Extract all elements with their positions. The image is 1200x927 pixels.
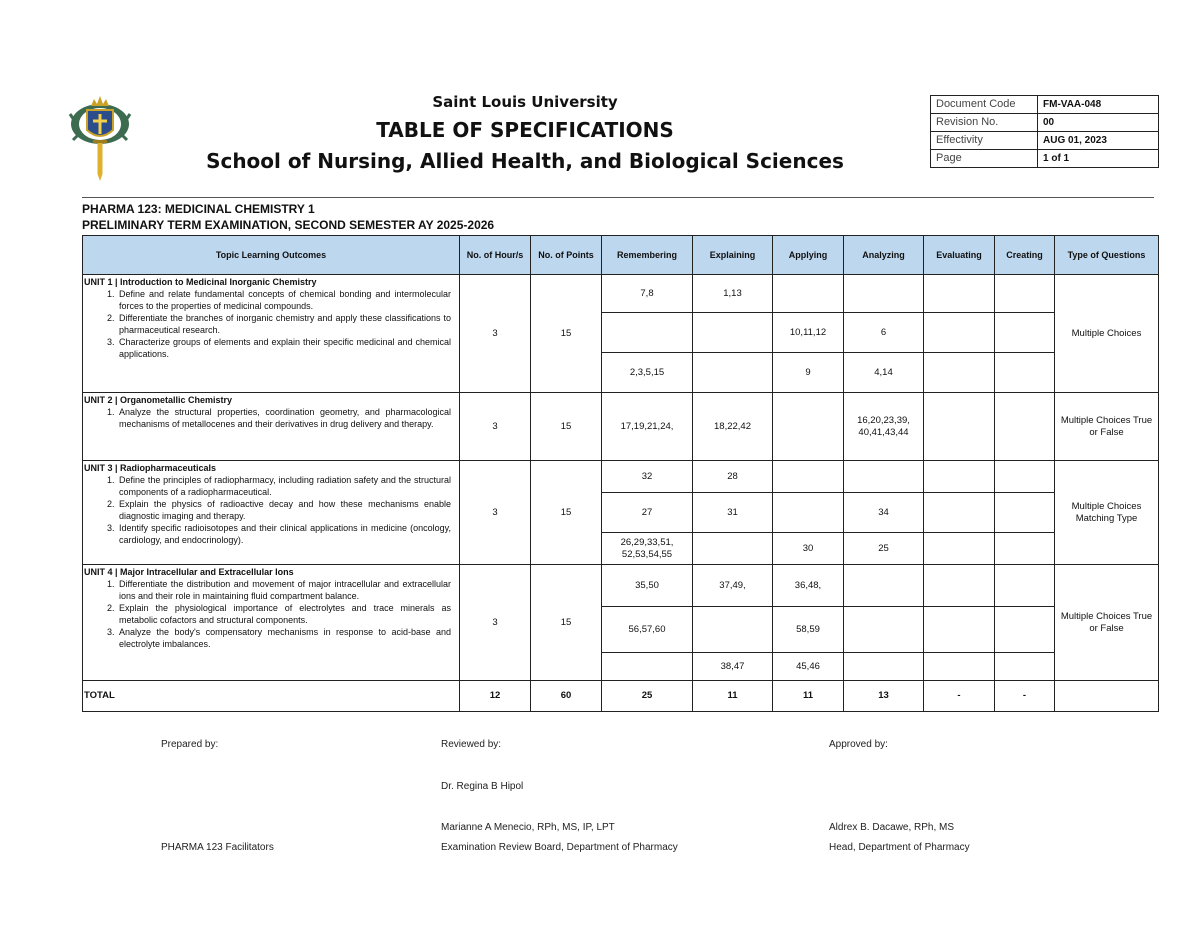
doc-info-row — [931, 150, 1159, 168]
explaining-cell — [693, 353, 773, 393]
doc-info-row — [931, 132, 1159, 150]
university-seal-logo — [68, 90, 132, 182]
total-explaining: 11 — [693, 681, 773, 712]
total-applying: 11 — [773, 681, 844, 712]
unit-title: UNIT 3 | Radiopharmaceuticals — [84, 463, 217, 473]
explaining-cell — [693, 313, 773, 353]
creating-cell — [995, 313, 1055, 353]
analyzing-cell: 4,14 — [844, 353, 924, 393]
question-type-cell: Multiple Choices True or False — [1055, 565, 1159, 681]
remembering-cell — [602, 313, 693, 353]
unit-3-cell — [83, 461, 460, 565]
explaining-cell: 18,22,42 — [693, 393, 773, 461]
explaining-cell — [693, 607, 773, 653]
approver-role: Head, Department of Pharmacy — [829, 842, 970, 853]
total-points: 60 — [531, 681, 602, 712]
reviewer-role: Examination Review Board, Department of Pharmacy — [441, 842, 678, 853]
question-type-cell: Multiple Choices — [1055, 275, 1159, 393]
hours-cell: 3 — [460, 565, 531, 681]
prepared-by-label: Prepared by: — [161, 739, 219, 750]
explaining-cell: 37,49, — [693, 565, 773, 607]
table-row — [83, 275, 1159, 313]
analyzing-cell: 16,20,23,39, 40,41,43,44 — [844, 393, 924, 461]
total-remembering: 25 — [602, 681, 693, 712]
evaluating-cell — [924, 353, 995, 393]
objective-item: 2. Differentiate the branches of inorganic chemistry and apply these classifications to pharmaceutical research. — [117, 312, 451, 336]
analyzing-cell — [844, 275, 924, 313]
objective-item: 1. Analyze the structural properties, coordination geometry, and pharmacological mechanisms of metallocenes and their derivatives in drug delivery and therapy. — [117, 406, 451, 430]
remembering-cell — [602, 653, 693, 681]
objectives-list — [84, 474, 451, 546]
remembering-cell: 32 — [602, 461, 693, 493]
evaluating-cell — [924, 275, 995, 313]
objective-item: 2. Explain the physiological importance of electrolytes and trace minerals as metabolic cofactors and structural components. — [117, 602, 451, 626]
objective-item: 1. Define and relate fundamental concepts of chemical bonding and intermolecular forces to the properties of medicinal compounds. — [117, 288, 451, 312]
applying-cell — [773, 461, 844, 493]
applying-cell: 58,59 — [773, 607, 844, 653]
hours-cell: 3 — [460, 275, 531, 393]
exam-term: PRELIMINARY TERM EXAMINATION, SECOND SEMESTER AY 2025-2026 — [82, 218, 495, 232]
header-question-type: Type of Questions — [1055, 236, 1159, 275]
analyzing-cell — [844, 607, 924, 653]
analyzing-cell: 6 — [844, 313, 924, 353]
explaining-cell — [693, 533, 773, 565]
hours-cell: 3 — [460, 461, 531, 565]
reviewer-name-1: Dr. Regina B Hipol — [441, 781, 524, 792]
evaluating-cell — [924, 313, 995, 353]
header-tlo: Topic Learning Outcomes — [83, 236, 460, 275]
points-cell: 15 — [531, 565, 602, 681]
doc-info-value: AUG 01, 2023 — [1038, 132, 1159, 150]
applying-cell: 36,48, — [773, 565, 844, 607]
points-cell: 15 — [531, 393, 602, 461]
creating-cell — [995, 275, 1055, 313]
seal-crown — [91, 96, 109, 106]
evaluating-cell — [924, 607, 995, 653]
table-row — [83, 461, 1159, 493]
header-evaluating: Evaluating — [924, 236, 995, 275]
remembering-cell: 26,29,33,51, 52,53,54,55 — [602, 533, 693, 565]
seal-shield — [87, 110, 113, 136]
hours-cell: 3 — [460, 393, 531, 461]
unit-title: UNIT 1 | Introduction to Medicinal Inorganic Chemistry — [84, 277, 317, 287]
document-info-table — [930, 95, 1159, 168]
table-row — [83, 565, 1159, 607]
evaluating-cell — [924, 461, 995, 493]
creating-cell — [995, 565, 1055, 607]
objective-item: 3. Identify specific radioisotopes and their clinical applications in medicine (oncology, cardiology, and endocrinology). — [117, 522, 451, 546]
doc-info-label: Revision No. — [931, 114, 1038, 132]
seal-sword — [93, 140, 107, 181]
explaining-cell: 28 — [693, 461, 773, 493]
analyzing-cell — [844, 565, 924, 607]
remembering-cell: 27 — [602, 493, 693, 533]
doc-info-value: FM-VAA-048 — [1038, 96, 1159, 114]
unit-title: UNIT 2 | Organometallic Chemistry — [84, 395, 233, 405]
evaluating-cell — [924, 565, 995, 607]
unit-2-cell — [83, 393, 460, 461]
analyzing-cell: 25 — [844, 533, 924, 565]
course-info — [82, 201, 494, 233]
doc-info-value: 1 of 1 — [1038, 150, 1159, 168]
approved-by-label: Approved by: — [829, 739, 888, 750]
doc-info-label: Effectivity — [931, 132, 1038, 150]
objective-item: 3. Characterize groups of elements and explain their specific medicinal and chemical applications. — [117, 336, 451, 360]
evaluating-cell — [924, 493, 995, 533]
creating-cell — [995, 607, 1055, 653]
creating-cell — [995, 493, 1055, 533]
school-name: School of Nursing, Allied Health, and Biological Sciences — [206, 149, 844, 173]
applying-cell — [773, 393, 844, 461]
remembering-cell: 2,3,5,15 — [602, 353, 693, 393]
approver-name: Aldrex B. Dacawe, RPh, MS — [829, 822, 955, 833]
analyzing-cell — [844, 461, 924, 493]
header-divider — [82, 197, 1154, 198]
creating-cell — [995, 393, 1055, 461]
applying-cell: 30 — [773, 533, 844, 565]
objectives-list — [84, 288, 451, 360]
objectives-list — [84, 406, 451, 430]
header-creating: Creating — [995, 236, 1055, 275]
explaining-cell: 38,47 — [693, 653, 773, 681]
total-evaluating: - — [924, 681, 995, 712]
header-applying: Applying — [773, 236, 844, 275]
objective-item: 3. Analyze the body's compensatory mechanisms in response to acid-base and electrolyte imbalances. — [117, 626, 451, 650]
table-row — [83, 393, 1159, 461]
unit-1-cell — [83, 275, 460, 393]
explaining-cell: 1,13 — [693, 275, 773, 313]
explaining-cell: 31 — [693, 493, 773, 533]
evaluating-cell — [924, 393, 995, 461]
applying-cell — [773, 275, 844, 313]
applying-cell — [773, 493, 844, 533]
creating-cell — [995, 533, 1055, 565]
table-header-row — [83, 236, 1159, 275]
question-type-cell: Multiple Choices True or False — [1055, 393, 1159, 461]
objectives-list — [84, 578, 451, 650]
header-remembering: Remembering — [602, 236, 693, 275]
total-label: TOTAL — [83, 681, 460, 712]
header-points: No. of Points — [531, 236, 602, 275]
unit-4-cell — [83, 565, 460, 681]
objective-item: 1. Define the principles of radiopharmacy, including radiation safety and the structural components of a radiopharmaceutical. — [117, 474, 451, 498]
total-hours: 12 — [460, 681, 531, 712]
applying-cell: 45,46 — [773, 653, 844, 681]
doc-info-value: 00 — [1038, 114, 1159, 132]
creating-cell — [995, 461, 1055, 493]
doc-info-label: Page — [931, 150, 1038, 168]
university-name: Saint Louis University — [432, 93, 618, 111]
course-title: PHARMA 123: MEDICINAL CHEMISTRY 1 — [82, 202, 315, 216]
unit-title: UNIT 4 | Major Intracellular and Extracellular Ions — [84, 567, 294, 577]
doc-info-label: Document Code — [931, 96, 1038, 114]
remembering-cell: 17,19,21,24, — [602, 393, 693, 461]
points-cell: 15 — [531, 461, 602, 565]
applying-cell: 9 — [773, 353, 844, 393]
prepared-by-role: PHARMA 123 Facilitators — [161, 842, 274, 853]
header-analyzing: Analyzing — [844, 236, 924, 275]
total-row — [83, 681, 1159, 712]
remembering-cell: 7,8 — [602, 275, 693, 313]
total-question-type — [1055, 681, 1159, 712]
total-creating: - — [995, 681, 1055, 712]
creating-cell — [995, 353, 1055, 393]
total-analyzing: 13 — [844, 681, 924, 712]
reviewer-name-2: Marianne A Menecio, RPh, MS, IP, LPT — [441, 822, 615, 833]
analyzing-cell: 34 — [844, 493, 924, 533]
document-title: TABLE OF SPECIFICATIONS — [376, 118, 674, 142]
question-type-cell: Multiple Choices Matching Type — [1055, 461, 1159, 565]
doc-info-row — [931, 114, 1159, 132]
analyzing-cell — [844, 653, 924, 681]
reviewed-by-label: Reviewed by: — [441, 739, 502, 750]
header-hours: No. of Hour/s — [460, 236, 531, 275]
doc-info-row — [931, 96, 1159, 114]
specifications-table — [82, 235, 1159, 712]
objective-item: 2. Explain the physics of radioactive decay and how these mechanisms enable diagnostic imaging and therapy. — [117, 498, 451, 522]
evaluating-cell — [924, 533, 995, 565]
header-explaining: Explaining — [693, 236, 773, 275]
points-cell: 15 — [531, 275, 602, 393]
creating-cell — [995, 653, 1055, 681]
remembering-cell: 56,57,60 — [602, 607, 693, 653]
applying-cell: 10,11,12 — [773, 313, 844, 353]
objective-item: 1. Differentiate the distribution and movement of major intracellular and extracellular ions and their role in maintaining fluid compartment balance. — [117, 578, 451, 602]
evaluating-cell — [924, 653, 995, 681]
remembering-cell: 35,50 — [602, 565, 693, 607]
